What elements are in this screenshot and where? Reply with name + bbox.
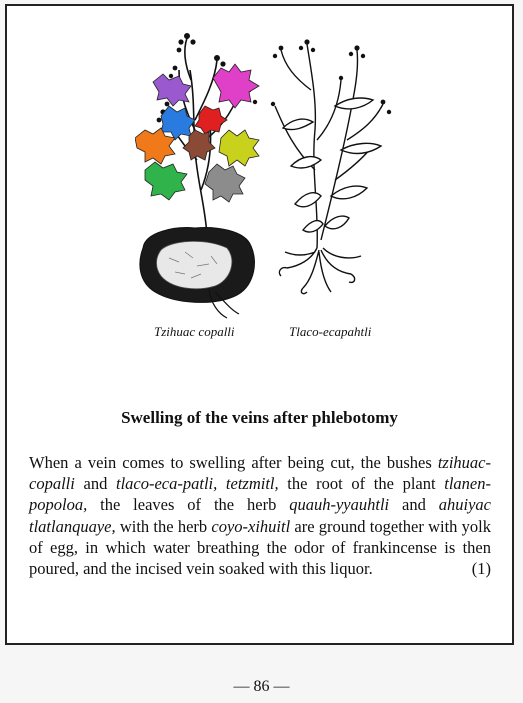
- right-plant-drawing: [271, 39, 391, 293]
- text-segment: with the herb: [115, 516, 212, 536]
- text-segment: and: [74, 474, 116, 494]
- page-number: — 86 —: [233, 678, 290, 695]
- text-segment: When a vein comes to swelling after being cut, the bushes: [29, 453, 438, 472]
- colored-leaves: [135, 64, 259, 202]
- caption-left: Tzihuac copalli: [154, 324, 235, 339]
- plant-name: ahuiyac tlatlanquaye,: [29, 495, 491, 536]
- text-segment: the root of the plant: [278, 474, 445, 494]
- footnote-marker: (1): [471, 559, 491, 579]
- gray-leaf: [205, 164, 245, 202]
- body-paragraph: [29, 452, 491, 579]
- book-page: [5, 4, 514, 645]
- section-heading: Swelling of the veins after phlebotomy: [121, 408, 398, 427]
- text-segment: and: [389, 495, 439, 515]
- plant-name: tlaco-eca-patli, tetzmitl,: [115, 474, 279, 494]
- yellow-green-leaf: [219, 130, 259, 166]
- plant-name: tzihuac-copalli: [29, 453, 491, 494]
- plant-name: quauh-yyauhtli: [289, 495, 390, 515]
- plant-name: coyo-xihuitl: [211, 516, 291, 536]
- plant-name: tlanen-popoloa,: [29, 474, 491, 515]
- green-leaf: [145, 162, 187, 200]
- text-segment: are ground together with yolk of egg, in which water breathing the odor of frankincense is then poured, and the incised vein soaked with this liquor.: [29, 516, 491, 579]
- magenta-leaf: [213, 64, 259, 108]
- text-segment: the leaves of the herb: [87, 495, 290, 515]
- orange-leaf: [135, 128, 175, 164]
- caption-right: Tlaco-ecapahtli: [289, 324, 372, 339]
- purple-leaf: [153, 74, 191, 106]
- soil-clump: [140, 228, 255, 318]
- plant-illustration: [135, 20, 395, 326]
